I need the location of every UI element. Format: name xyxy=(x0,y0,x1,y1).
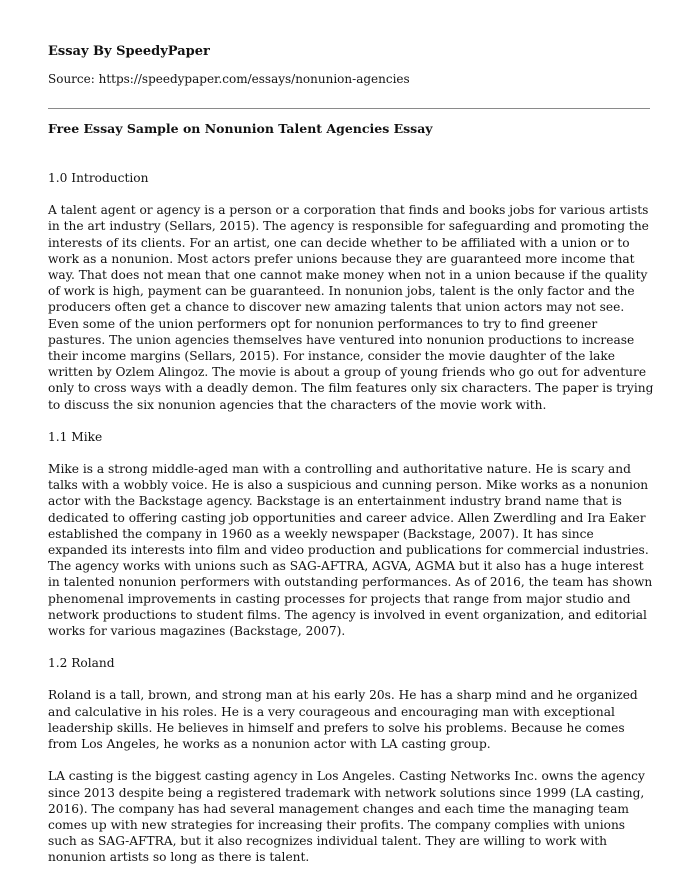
essay-title: Free Essay Sample on Nonunion Talent Agencies Essay xyxy=(48,121,433,136)
section-heading-introduction: 1.0 Introduction xyxy=(48,171,149,185)
paragraph-mike: Mike is a strong middle-aged man with a controlling and authoritative nature. He is scary and talks with a wobbly voice. He is also a suspicious and cunning person. Mike works as a nonunion actor with the Backstage agency. Backstage is an entertainment industry brand name that is dedicated to offering casting job opportunities and career advice. Allen Zwerdling and Ira Eaker established the company in 1960 as a weekly newspaper (Backstage, 2007). It has since expanded its interests into film and video production and publications for commercial industries. The agency works with unions such as SAG-AFTRA, AGVA, AGMA but it also has a huge interest in talented nonunion performers with outstanding performances. As of 2016, the team has shown phenomenal improvements in casting processes for projects that range from major studio and network productions to student films. The agency is involved in event organization, and editorial works for various magazines (Backstage, 2007). xyxy=(48,462,653,639)
header-divider xyxy=(48,108,650,109)
section-heading-roland: 1.2 Roland xyxy=(48,656,115,671)
document-header-title: Essay By SpeedyPaper xyxy=(48,44,210,59)
paragraph-roland-2: LA casting is the biggest casting agency in Los Angeles. Casting Networks Inc. owns the agency since 2013 despite being a registered trademark with network solutions since 1999 (LA casting, 2016). The company has had several management changes and each time the managing team comes up with new strategies for increasing their profits. The company complies with unions such as SAG-AFTRA, but it also recognizes individual talent. They are willing to work with nonunion artists so long as there is talent. xyxy=(48,769,645,865)
paragraph-roland-1: Roland is a tall, brown, and strong man at his early 20s. He has a sharp mind and he organized and calculative in his roles. He is a very courageous and encouraging man with exceptional leadership skills. He believes in himself and prefers to solve his problems. Because he comes from Los Angeles, he works as a nonunion actor with LA casting group. xyxy=(48,688,638,752)
section-heading-mike: 1.1 Mike xyxy=(48,429,103,444)
essay-body xyxy=(48,170,654,882)
paragraph-introduction: A talent agent or agency is a person or a corporation that finds and books jobs for various artists in the art industry (Sellars, 2015). The agency is responsible for safeguarding and promoting the interests of its clients. For an artist, one can decide whether to be affiliated with a union or to work as a nonunion. Most actors prefer unions because they are guaranteed more income that way. That does not mean that one cannot make money when not in a union because if the quality of work is high, payment can be guaranteed. In nonunion jobs, talent is the only factor and the producers often get a chance to discover new amazing talents that union actors may not see. Even some of the union performers opt for nonunion performances to try to find greener pastures. The union agencies themselves have ventured into nonunion productions to increase their income margins (Sellars, 2015). For instance, consider the movie daughter of the lake written by Ozlem Alingoz. The movie is about a group of young friends who go out for adventure only to cross ways with a deadly demon. The film features only six characters. The paper is trying to discuss the six nonunion agencies that the characters of the movie work with. xyxy=(48,203,654,412)
source-line: Source: https://speedypaper.com/essays/nonunion-agencies xyxy=(48,72,410,86)
